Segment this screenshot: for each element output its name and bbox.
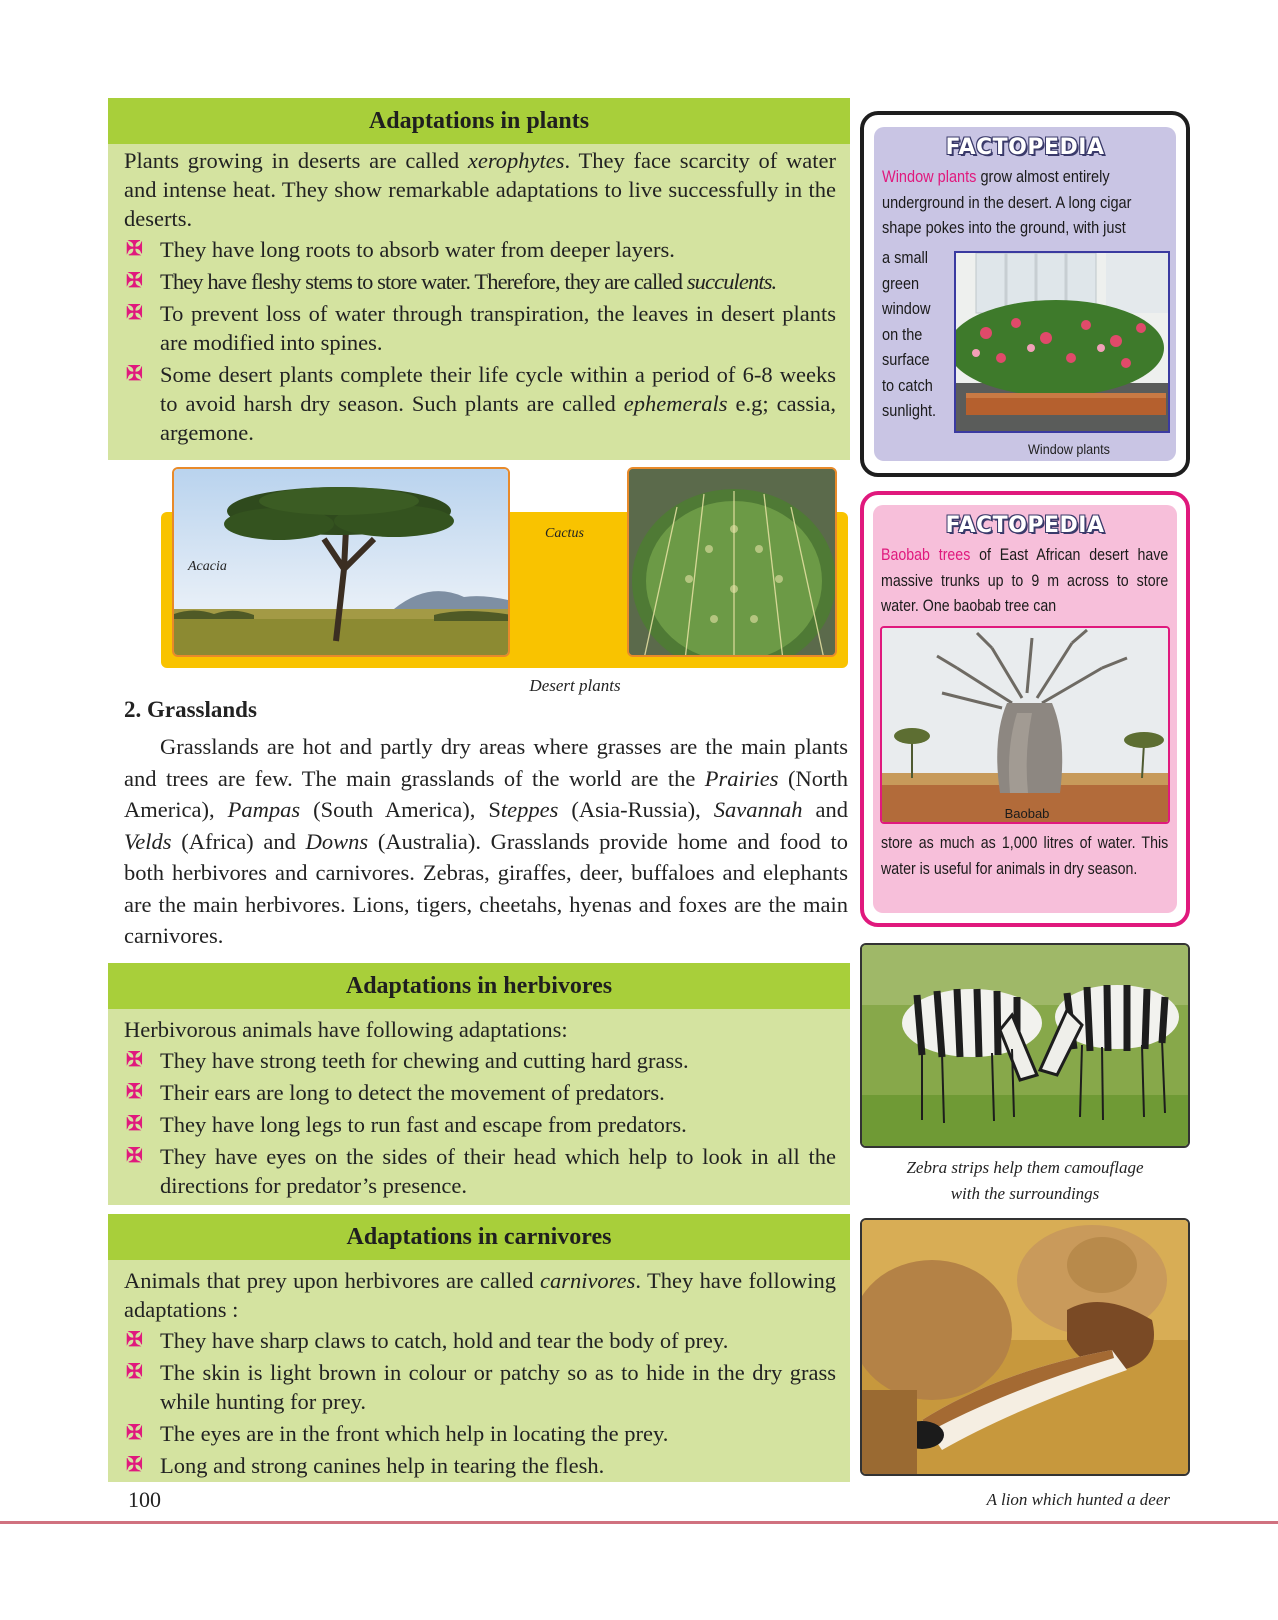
list-item: ✠ They have fleshy stems to store water. Therefore, they are called succulents.: [126, 269, 777, 294]
plants-bullet-list: [124, 235, 836, 447]
maltese-cross-icon: ✠: [126, 1422, 143, 1444]
plants-heading: Adaptations in plants: [108, 98, 850, 144]
maltese-cross-icon: ✠: [126, 238, 143, 260]
lion-caption: A lion which hunted a deer: [986, 1490, 1170, 1509]
desert-plants-caption: Desert plants: [529, 676, 621, 695]
maltese-cross-icon: ✠: [126, 1113, 143, 1135]
herbivores-heading: Adaptations in herbivores: [108, 963, 850, 1009]
maltese-cross-icon: ✠: [126, 270, 142, 292]
list-item: ✠ They have strong teeth for chewing and cutting hard grass.: [126, 1048, 689, 1073]
baobab-photo: [880, 626, 1170, 824]
zebra-caption-line-1: Zebra strips help them camouflage: [906, 1158, 1144, 1177]
zebra-photo: [860, 943, 1190, 1148]
baobab-tree-image: [882, 628, 1170, 824]
list-item: ✠ They have long roots to absorb water from deeper layers.: [126, 237, 675, 262]
grazing-zebras-image: [862, 945, 1190, 1148]
window-plants-caption: Window plants: [1028, 441, 1110, 457]
footer-rule: [0, 1521, 1278, 1524]
window-box-flowers-image: [956, 253, 1170, 433]
acacia-photo: [172, 467, 510, 657]
page-number: 100: [128, 1487, 161, 1512]
list-item: ✠ Long and strong canines help in tearing the flesh.: [126, 1453, 605, 1478]
carnivores-adaptation-box: [108, 1214, 850, 1482]
factopedia-window-plants: [860, 111, 1190, 477]
factopedia-window-plants-text: Window plants grow almost entirely underground in the desert. A long cigar shape pokes into the ground, with just: [882, 168, 1132, 237]
herbivores-adaptation-box: [108, 963, 850, 1205]
grasslands-heading: 2. Grasslands: [124, 697, 257, 722]
lion-photo: [860, 1218, 1190, 1476]
maltese-cross-icon: ✠: [126, 1454, 143, 1476]
list-item: ✠ They have eyes on the sides of their head which help to look in all the directions for predator’s presence.: [126, 1144, 836, 1198]
factopedia-baobab: [860, 491, 1190, 927]
factopedia-baobab-panel: [873, 505, 1177, 913]
lion-with-prey-image: [862, 1220, 1190, 1476]
maltese-cross-icon: ✠: [126, 363, 143, 385]
grasslands-paragraph: Grasslands are hot and partly dry areas where grasses are the main plants and trees are few. The main grasslands of the world are the Prairies (North America), Pampas (South America), Steppes (Asia-Russia), Savannah and Velds (Africa) and Downs (Australia). Grasslands provide home and food to both herbivores and carnivores. Zebras, giraffes, deer, buffaloes and elephants are the main herbivores. Lions, tigers, cheetahs, hyenas and foxes are the main carnivores.: [124, 734, 848, 948]
acacia-label: Acacia: [188, 559, 227, 574]
factopedia-title: FACTOPEDIA: [945, 513, 1105, 538]
plants-adaptation-box: [108, 98, 850, 460]
factopedia-baobab-text-bottom: store as much as 1,000 litres of water. This water is useful for animals in dry season.: [881, 834, 1169, 878]
list-item: ✠ They have long legs to run fast and escape from predators.: [126, 1112, 687, 1137]
factopedia-window-plants-side-text: a small green window on the surface to catch sunlight.: [882, 249, 937, 420]
list-item: ✠ To prevent loss of water through transpiration, the leaves in desert plants are modified into spines.: [126, 301, 836, 355]
list-item: ✠ Some desert plants complete their life cycle within a period of 6-8 weeks to avoid harsh dry season. Such plants are called ephemerals e.g; cassia, argemone.: [126, 362, 836, 445]
maltese-cross-icon: ✠: [126, 302, 143, 324]
cactus-label: Cactus: [545, 526, 584, 541]
zebra-caption-line-2: with the surroundings: [950, 1184, 1100, 1203]
herbivores-bullet-list: [124, 1046, 836, 1200]
plants-body: [108, 144, 850, 458]
maltese-cross-icon: ✠: [126, 1081, 143, 1103]
barrel-cactus-image: [629, 469, 837, 657]
factopedia-title: FACTOPEDIA: [945, 135, 1105, 160]
carnivores-bullet-list: [124, 1326, 836, 1480]
maltese-cross-icon: ✠: [126, 1361, 143, 1383]
maltese-cross-icon: ✠: [126, 1049, 143, 1071]
herbivores-intro: Herbivorous animals have following adaptations:: [124, 1017, 568, 1042]
carnivores-intro: Animals that prey upon herbivores are called carnivores. They have following adaptations :: [124, 1268, 836, 1322]
factopedia-window-plants-panel: [874, 127, 1176, 461]
herbivores-body: [108, 1009, 850, 1211]
cactus-photo: [627, 467, 837, 657]
list-item: ✠ The eyes are in the front which help in locating the prey.: [126, 1421, 669, 1446]
carnivores-heading: Adaptations in carnivores: [108, 1214, 850, 1260]
list-item: ✠ Their ears are long to detect the movement of predators.: [126, 1080, 665, 1105]
maltese-cross-icon: ✠: [126, 1145, 143, 1167]
baobab-label: Baobab: [1004, 806, 1050, 821]
maltese-cross-icon: ✠: [126, 1329, 143, 1351]
carnivores-body: [108, 1260, 850, 1491]
list-item: ✠ The skin is light brown in colour or patchy so as to hide in the dry grass while hunting for prey.: [126, 1360, 836, 1414]
window-plants-photo: [954, 251, 1170, 433]
zebra-caption: [860, 1155, 1190, 1207]
factopedia-baobab-text-top: Baobab trees of East African desert have massive trunks up to 9 m across to store water. One baobab tree can: [881, 546, 1169, 615]
plants-intro: Plants growing in deserts are called xerophytes. They face scarcity of water and intense heat. They show remarkable adaptations to live successfully in the deserts.: [124, 148, 836, 231]
list-item: ✠ They have sharp claws to catch, hold and tear the body of prey.: [126, 1328, 729, 1353]
